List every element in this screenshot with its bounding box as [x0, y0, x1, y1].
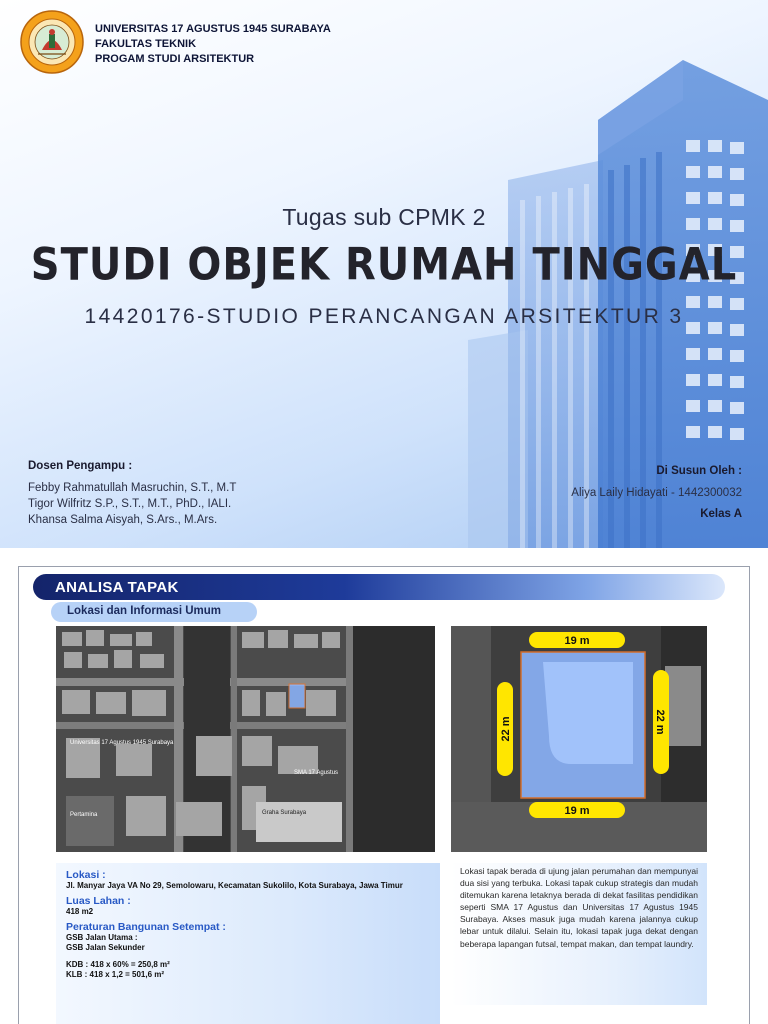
- site-analysis-page: [18, 566, 750, 1024]
- section-header-bar: [33, 574, 725, 600]
- regulation-label: Peraturan Bangunan Setempat :: [66, 921, 226, 933]
- university-name: UNIVERSITAS 17 AGUSTUS 1945 SURABAYA: [95, 23, 331, 35]
- lecturer-label: Dosen Pengampu :: [28, 460, 133, 472]
- site-description: Lokasi tapak berada di ujung jalan perumahan dan mempunyai dua sisi yang terbuka. Lokasi tapak cukup strategis dan mudah ditemukan karena letaknya berada di dekat fasilitas pendidikan seperti SMA 17 Agustus dan Universitas 17 Agustus 1945 Surabaya. Akses masuk juga mudah karena jalannya cukup lebar untuk dilalui. Selain itu, lokasi tapak juga dekat dengan beberapa lapangan futsal, tempat makan, dan tempat laundry.: [460, 866, 698, 949]
- institution-block: [95, 22, 331, 67]
- gsb-main-road: GSB Jalan Utama :: [66, 933, 138, 942]
- subsection-pill: [51, 602, 257, 622]
- dimension-top: 19 m: [564, 635, 590, 647]
- map-label: Graha Surabaya: [262, 810, 307, 816]
- gsb-secondary-road: GSB Jalan Sekunder: [66, 943, 145, 952]
- dimension-right: 22 m: [654, 709, 666, 735]
- lecturer-name: Tigor Wilfritz S.P., S.T., M.T., PhD., IALI.: [28, 498, 232, 510]
- map-label: Universitas 17 Agustus 1945 Surabaya: [70, 740, 174, 746]
- site-description-box: [451, 863, 707, 1005]
- kdb-value: KDB : 418 x 60% = 250,8 m²: [66, 960, 170, 969]
- location-value: Jl. Manyar Jaya VA No 29, Semolowaru, Kecamatan Sukolilo, Kota Surabaya, Jawa Timur: [66, 881, 403, 890]
- location-label: Lokasi :: [66, 869, 106, 881]
- university-seal-icon: [20, 10, 84, 74]
- cover-subtitle: Tugas sub CPMK 2: [282, 204, 486, 230]
- course-name: 14420176-STUDIO PERANCANGAN ARSITEKTUR 3: [84, 305, 684, 328]
- land-area-value: 418 m2: [66, 907, 94, 916]
- land-area-label: Luas Lahan :: [66, 895, 131, 907]
- subsection-title: Lokasi dan Informasi Umum: [67, 605, 222, 617]
- program-name: PROGAM STUDI ARSITEKTUR: [95, 53, 255, 65]
- map-label: SMA 17 Agustus: [294, 770, 339, 776]
- faculty-name: FAKULTAS TEKNIK: [95, 38, 197, 50]
- site-dimension-map: [451, 626, 707, 852]
- author-block: [571, 463, 742, 522]
- cover-title: STUDI OBJEK RUMAH TINGGAL: [30, 239, 738, 291]
- author-name: Aliya Laily Hidayati - 1442300032: [571, 487, 742, 499]
- lecturer-name: Febby Rahmatullah Masruchin, S.T., M.T: [28, 482, 237, 494]
- page-separator: [0, 548, 768, 565]
- site-info-box: [56, 863, 440, 1024]
- map-label: Pertamina: [70, 812, 98, 818]
- dimension-bottom: 19 m: [564, 805, 590, 817]
- dimension-left: 22 m: [500, 716, 512, 742]
- class-label: Kelas A: [700, 508, 742, 520]
- lecturer-block: [28, 458, 236, 528]
- klb-value: KLB : 418 x 1,2 = 501,6 m²: [66, 970, 165, 979]
- lecturer-name: Khansa Salma Aisyah, S.Ars., M.Ars.: [28, 514, 218, 526]
- author-label: Di Susun Oleh :: [656, 465, 742, 477]
- section-title: ANALISA TAPAK: [55, 579, 179, 596]
- aerial-map: [56, 626, 435, 852]
